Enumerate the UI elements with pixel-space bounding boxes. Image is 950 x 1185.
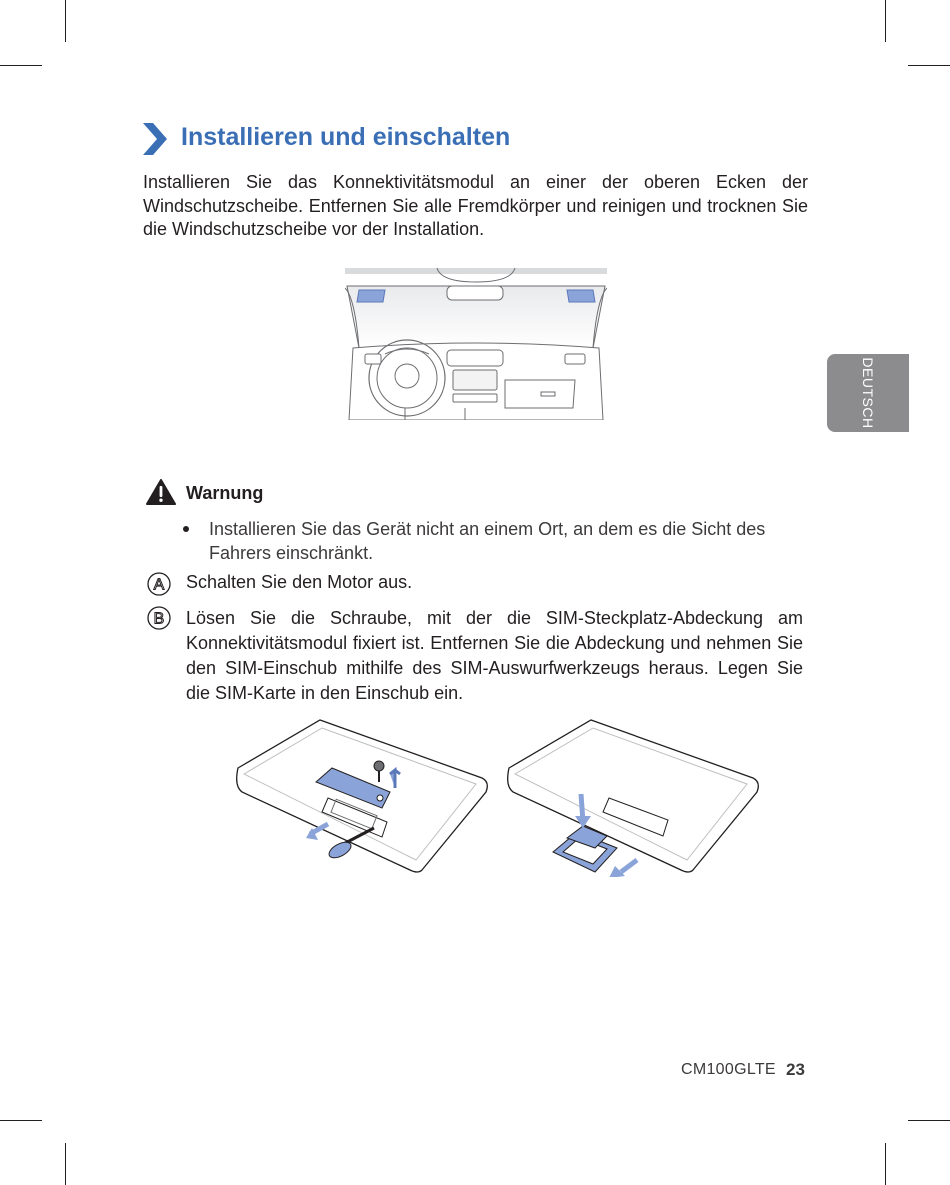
crop-mark	[885, 0, 886, 42]
car-windshield-illustration	[345, 268, 607, 420]
device-insert-sim-illustration	[503, 712, 763, 877]
crop-mark	[908, 1120, 950, 1121]
intro-paragraph: Installieren Sie das Konnektivitätsmodul an einer der oberen Ecken der Windschutzscheibe. Entfernen Sie alle Fremdkörper und reinigen und trocknen Sie die Windschutzscheibe vor der Installation.	[143, 172, 808, 239]
page-number: 23	[786, 1060, 805, 1079]
device-remove-cover-illustration	[232, 712, 492, 877]
crop-mark	[885, 1143, 886, 1185]
language-tab	[827, 354, 909, 432]
step-badge-a-letter: A	[153, 576, 165, 594]
crop-mark	[908, 65, 950, 66]
warning-triangle-icon	[146, 479, 176, 505]
warning-title: Warnung	[186, 483, 264, 503]
crop-mark	[0, 1120, 42, 1121]
step-b-text: Lösen Sie die Schraube, mit der die SIM-Steckplatz-Abdeckung am Konnektivitätsmodul fixiert ist. Entfernen Sie die Abdeckung und nehmen Sie den SIM-Einschub mithilfe des SIM-Auswurfwerkzeugs heraus. Legen Sie die SIM-Karte in den Einschub ein.	[186, 608, 803, 703]
step-badge-b-letter: B	[153, 610, 165, 628]
chevron-right-icon	[143, 123, 167, 155]
step-a-text: Schalten Sie den Motor aus.	[186, 572, 413, 592]
step-badge-a	[147, 572, 171, 596]
crop-mark	[65, 1143, 66, 1185]
crop-mark	[0, 65, 42, 66]
language-tab-label: DEUTSCH	[860, 357, 876, 429]
crop-mark	[65, 0, 66, 42]
step-badge-b	[147, 606, 171, 630]
warning-item: Installieren Sie das Gerät nicht an einem Ort, an dem es die Sicht des Fahrers einschränkt.	[209, 519, 766, 563]
footer-model-name: CM100GLTE	[681, 1061, 776, 1078]
bullet	[183, 526, 189, 532]
section-title: Installieren und einschalten	[181, 123, 511, 151]
